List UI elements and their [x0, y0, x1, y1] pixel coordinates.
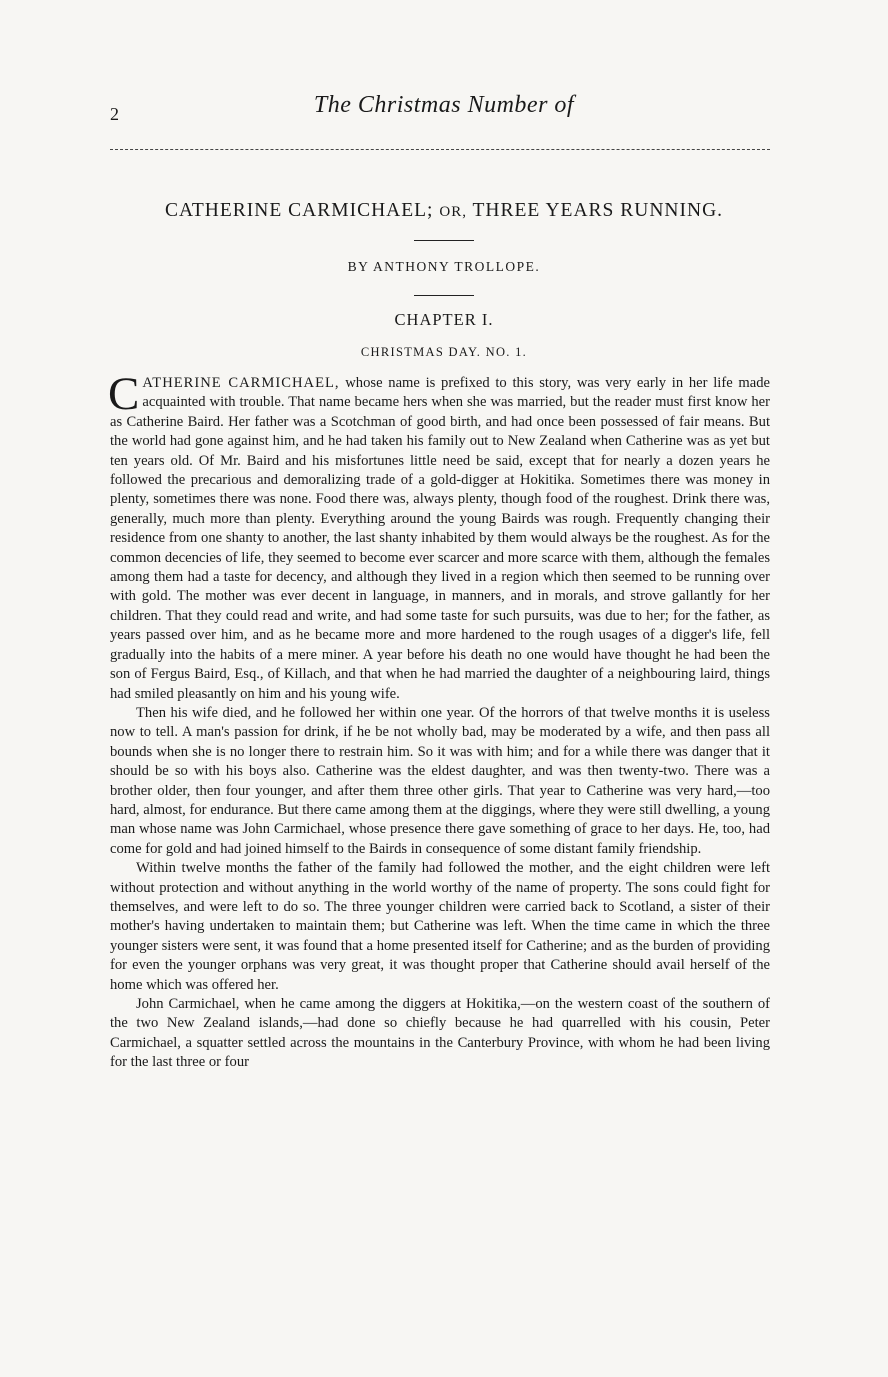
paragraph-1 — [108, 368, 770, 704]
paragraph-2: Then his wife died, and he followed her within one year. Of the horrors of that twelve months it is useless now to tell. A man's passion for drink, if he be not wholly bad, may be moderated by a wife, and then pass all bounds when she is no longer there to restrain him. So it was with him; and for a while there was danger that it should be so with his boys also. Catherine was the eldest daughter, and was then twenty-two. There was a brother older, then four younger, and after them three other girls. That year to Catherine was very hard,—too hard, almost, for endurance. But there came among them at the diggings, where they were still dwelling, a young man whose name was John Carmichael, whose presence there gave something of grace to her days. He, too, had come for gold and had joined himself to the Bairds in consequence of some distant family friendship. — [110, 704, 770, 857]
story-title-sub: THREE YEARS RUNNING. — [472, 200, 724, 221]
story-title — [0, 200, 888, 222]
running-head: The Christmas Number of — [313, 92, 575, 118]
paragraph-3: Within twelve months the father of the family had followed the mother, and the eight children were left without protection and without anything in the world worthy of the name of property. The sons could fight for themselves, and were left to do so. The three younger children were carried back to Scotland, a sister of their mother's having undertaken to maintain them; but Catherine was left. When the time came in which the three younger sisters were sent, it was found that a home presented itself for Catherine; and as the burden of providing for even the younger orphans was very great, it was thought proper that Catherine should avail herself of the home which was offered her. — [110, 860, 770, 993]
section-heading: CHRISTMAS DAY. NO. 1. — [360, 345, 528, 359]
article-body — [108, 368, 770, 1073]
story-title-or: OR, — [439, 204, 467, 220]
drop-cap: C — [108, 368, 140, 420]
author-byline: BY ANTHONY TROLLOPE. — [347, 259, 541, 274]
chapter-heading: CHAPTER I. — [394, 310, 494, 329]
byline-rule — [414, 295, 474, 296]
paragraph-1-text: whose name is prefixed to this story, was very early in her life made acquainted with trouble. That name became hers when she was married, but the reader must first know her as Catherine Baird. Her father was a Scotchman of good birth, and had once been possessed of fair means. But the world had gone against him, and he had taken his family out to New Zealand when Catherine was as yet but ten years old. Of Mr. Baird and his misfortunes little need be said, except that for nearly a dozen years he followed the precarious and demoralizing trade of a gold-digger at Hokitika. Sometimes there was money in plenty, sometimes there was none. Food there was, always plenty, though food of the roughest. Drink there was, generally, much more than plenty. Everything around the young Bairds was rough. Frequently changing their residence from one shanty to another, the last shanty inhabited by them would always be the roughest. As for the common decencies of life, they seemed to become ever scarcer and more scarce with them, although the females among them had a taste for decency, and although they lived in a region which then seemed to be running over with gold. The mother was ever decent in language, in manners, and in morals, and strove gallantly for her children. That they could read and write, and had some taste for such pursuits, was due to her; for the father, as years passed over him, and as he became more and more hardened to the rough usages of a digger's life, fell gradually into the habits of a mere miner. A year before his death no one would have thought he had been the son of Fergus Baird, Esq., of Killach, and that when he had married the daughter of a neighbouring laird, things had smiled pleasantly on him and his young wife. — [110, 375, 770, 702]
page-number: 2 — [110, 104, 119, 124]
header-rule — [110, 149, 770, 150]
opening-name: ATHERINE CARMICHAEL, — [142, 375, 340, 391]
paragraph-4: John Carmichael, when he came among the diggers at Hokitika,—on the western coast of the southern of the two New Zealand islands,—had done so chiefly because he had quarrelled with his cousin, Peter Carmichael, a squatter settled across the mountains in the Canterbury Province, with whom he had been living for the last three or four — [110, 996, 770, 1071]
title-rule — [414, 240, 474, 241]
story-title-main: CATHERINE CARMICHAEL; — [164, 200, 434, 221]
